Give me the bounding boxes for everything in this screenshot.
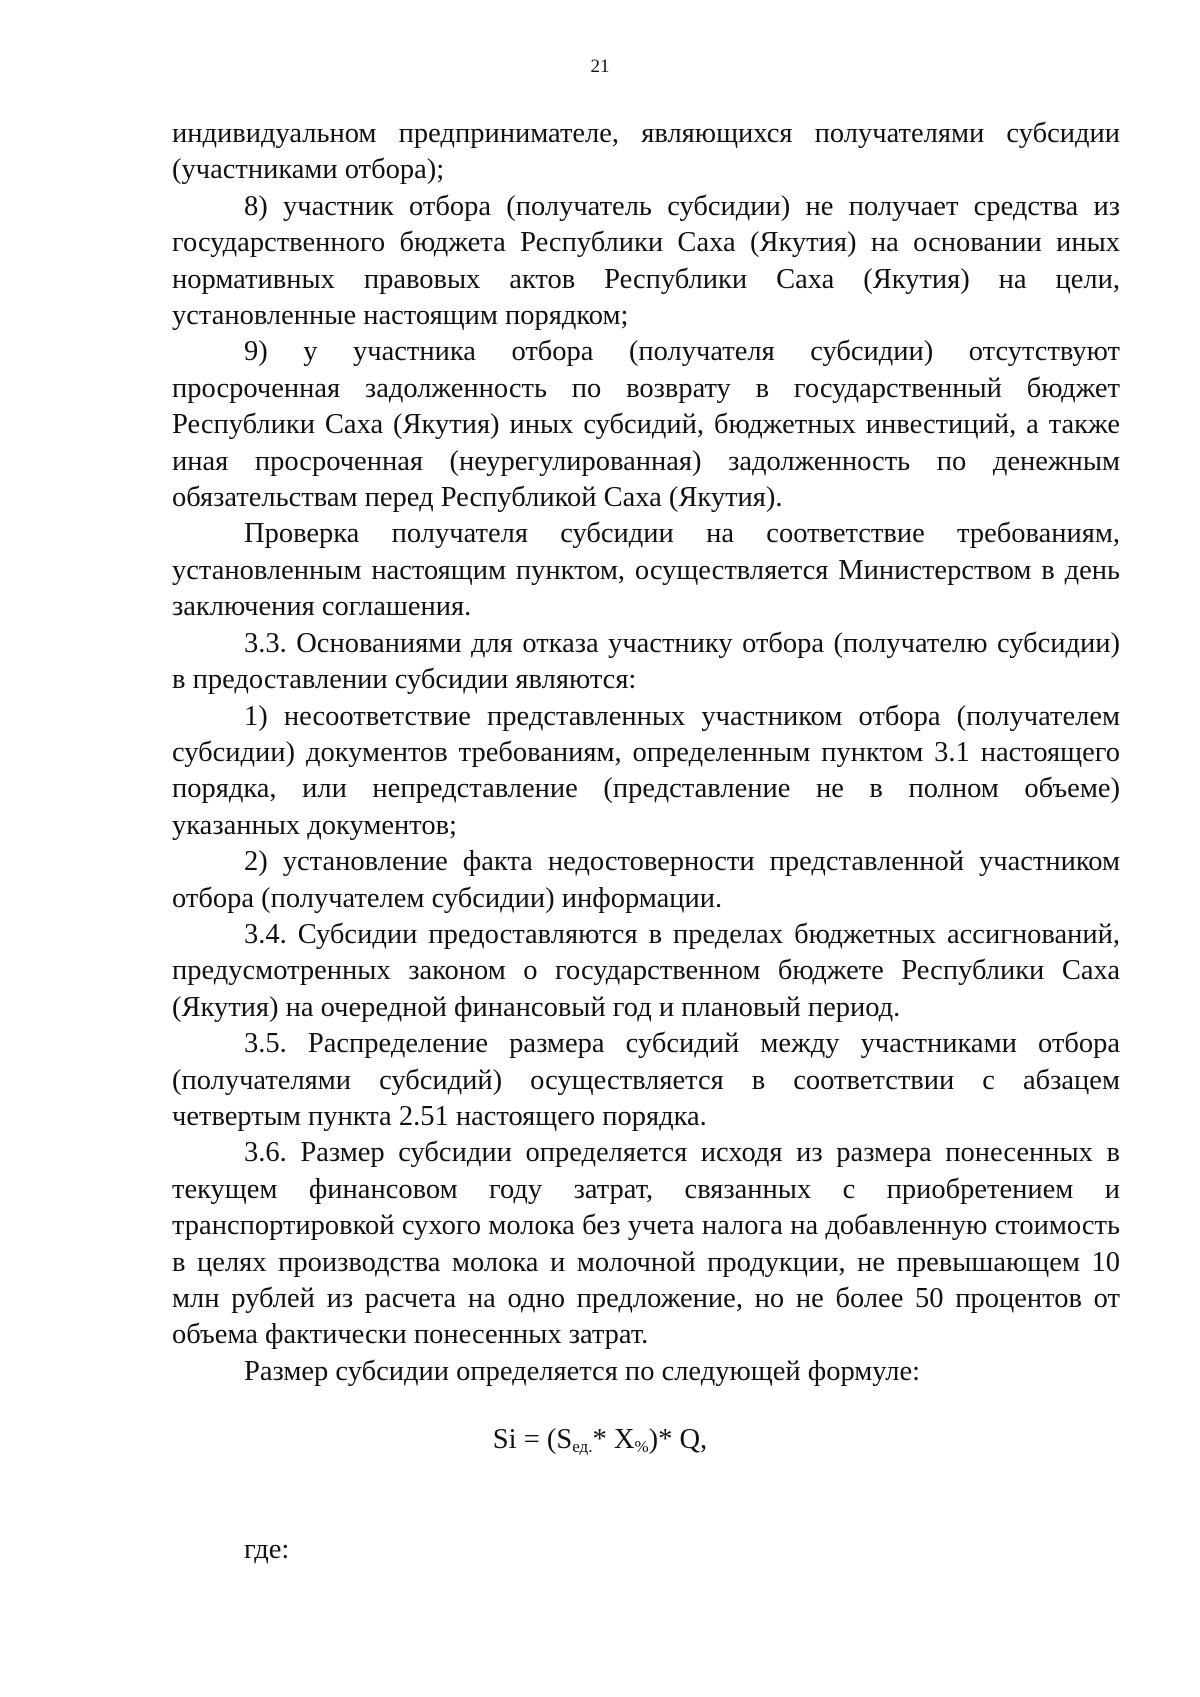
- paragraph-3-3: 3.3. Основаниями для отказа участнику отбора (получателю субсидии) в предоставлении субсидии являются:: [172, 627, 1120, 696]
- page-number: 21: [590, 56, 610, 77]
- formula-subscript-percent: %: [634, 1437, 649, 1456]
- formula-part-2: * X: [592, 1424, 635, 1455]
- paragraph-verification: Проверка получателя субсидии на соответствие требованиям, установленным настоящим пунктом, осуществляется Министерством в день заключения соглашения.: [172, 518, 1120, 623]
- where-label: где:: [244, 1534, 290, 1565]
- subsidy-formula: [0, 1422, 1200, 1458]
- formula-subscript-unit: ед.: [572, 1437, 593, 1456]
- paragraph-item-9: 9) у участника отбора (получателя субсидии) отсутствуют просроченная задолженность по возврату в государственный бюджет Республики Саха (Якутия) иных субсидий, бюджетных инвестиций, а также иная просроченная (неурегулированная) задолженность по денежным обязательствам перед Республикой Саха (Якутия).: [172, 336, 1120, 514]
- paragraph-item-8: 8) участник отбора (получатель субсидии) не получает средства из государственного бюджета Республики Саха (Якутия) на основании иных нормативных правовых актов Республики Саха (Якутия) на цели, установленные настоящим порядком;: [172, 190, 1120, 332]
- paragraph-formula-intro: Размер субсидии определяется по следующей формуле:: [244, 1355, 921, 1387]
- paragraph-3-3-item-1: 1) несоответствие представленных участником отбора (получателем субсидии) документов требованиям, определенным пунктом 3.1 настоящего порядка, или непредставление (представление не в полном объеме) указанных документов;: [172, 700, 1120, 841]
- paragraph-3-4: 3.4. Субсидии предоставляются в пределах бюджетных ассигнований, предусмотренных законом о государственном бюджете Республики Саха (Якутия) на очередной финансовый год и плановый период.: [172, 918, 1120, 1023]
- paragraph-3-6: 3.6. Размер субсидии определяется исходя из размера понесенных в текущем финансовом году затрат, связанных с приобретением и транспортировкой сухого молока без учета налога на добавленную стоимость в целях производства молока и молочной продукции, не превышающем 10 млн рублей из расчета на одно предложение, но не более 50 процентов от объема фактически понесенных затрат.: [172, 1137, 1120, 1351]
- document-body: [172, 116, 1120, 1390]
- formula-part-1: Si = (S: [492, 1424, 573, 1455]
- paragraph-continuation: индивидуальном предпринимателе, являющихся получателями субсидии (участниками отбора);: [172, 118, 1120, 186]
- formula-part-3: )* Q,: [648, 1424, 708, 1455]
- paragraph-3-3-item-2: 2) установление факта недостоверности представленной участником отбора (получателем субсидии) информации.: [172, 846, 1120, 914]
- paragraph-3-5: 3.5. Распределение размера субсидий между участниками отбора (получателями субсидий) осуществляется в соответствии с абзацем четвертым пункта 2.51 настоящего порядка.: [172, 1028, 1120, 1132]
